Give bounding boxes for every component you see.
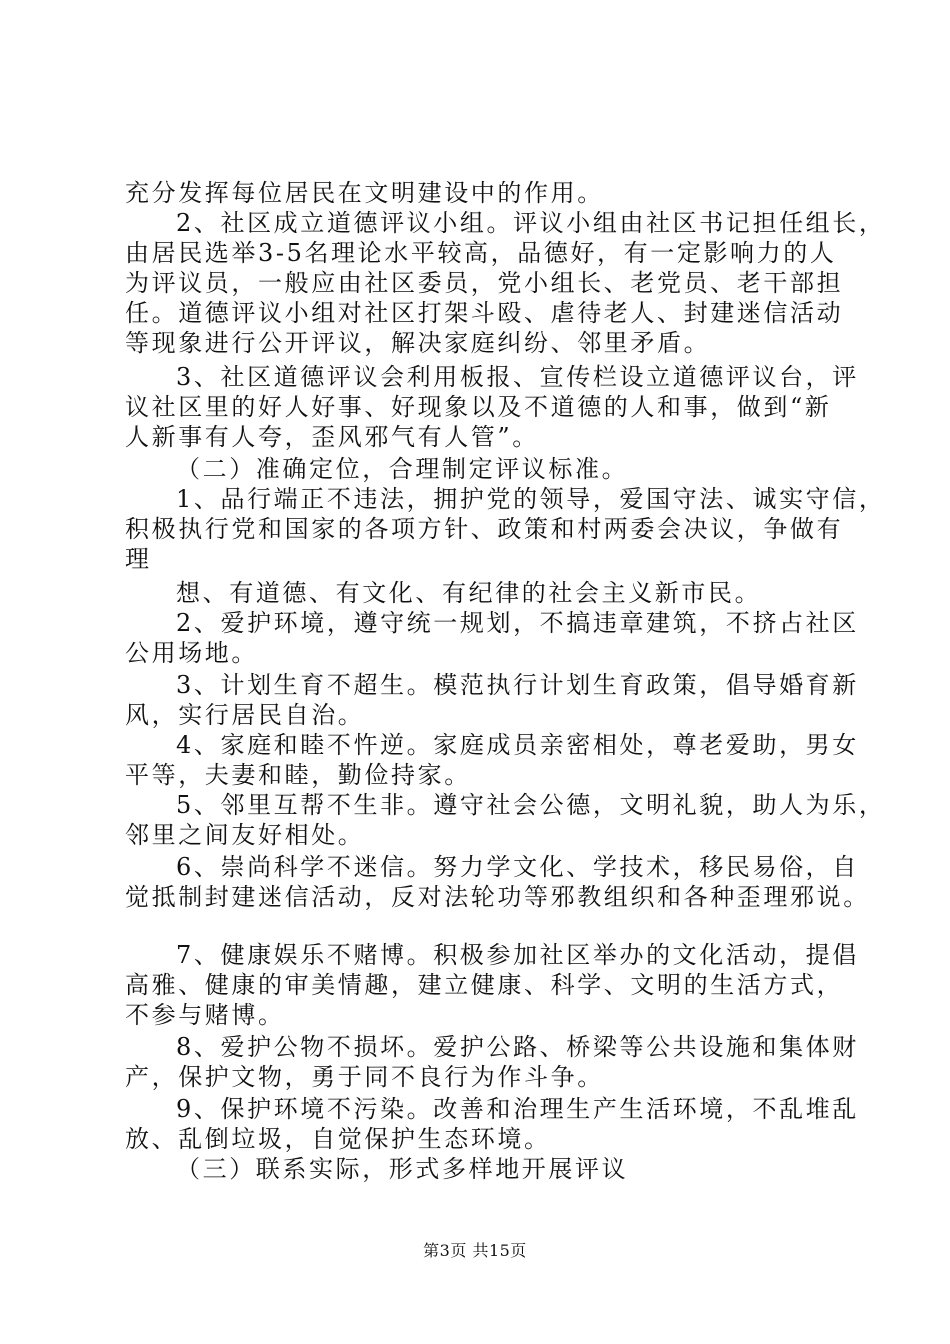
standard-7-line: 不参与赌博。 xyxy=(125,1001,285,1029)
paragraph-2-line: 任。道德评议小组对社区打架斗殴、虐待老人、封建迷信活动 xyxy=(125,299,844,327)
paragraph-2-line: 等现象进行公开评议，解决家庭纠纷、邻里矛盾。 xyxy=(125,329,711,357)
standard-3-line: 3、计划生育不超生。模范执行计划生育政策，倡导婚育新 xyxy=(176,671,859,699)
standard-1-line: 理 xyxy=(125,545,152,573)
body-text-line: 充分发挥每位居民在文明建设中的作用。 xyxy=(125,179,604,207)
paragraph-3-line: 人新事有人夸，歪风邪气有人管”。 xyxy=(125,423,539,451)
standard-1-line: 1、品行端正不违法，拥护党的领导，爱国守法、诚实守信， xyxy=(176,485,886,513)
standard-8-line: 8、爱护公物不损坏。爱护公路、桥梁等公共设施和集体财 xyxy=(176,1033,859,1061)
standard-4-line: 平等，夫妻和睦，勤俭持家。 xyxy=(125,761,471,789)
standard-6-line: 6、崇尚科学不迷信。努力学文化、学技术，移民易俗，自 xyxy=(176,853,859,881)
paragraph-2-line: 2、社区成立道德评议小组。评议小组由社区书记担任组长， xyxy=(176,209,886,237)
standard-1-line: 想、有道德、有文化、有纪律的社会主义新市民。 xyxy=(176,579,762,607)
standard-9-line: 9、保护环境不污染。改善和治理生产生活环境，不乱堆乱 xyxy=(176,1095,859,1123)
standard-1-line: 积极执行党和国家的各项方针、政策和村两委会决议，争做有 xyxy=(125,515,844,543)
standard-7-line: 高雅、健康的审美情趣，建立健康、科学、文明的生活方式， xyxy=(125,971,844,999)
standard-3-line: 风，实行居民自治。 xyxy=(125,701,365,729)
standard-9-line: 放、乱倒垃圾，自觉保护生态环境。 xyxy=(125,1125,551,1153)
paragraph-3-line: 议社区里的好人好事、好现象以及不道德的人和事，做到“新 xyxy=(125,393,832,421)
paragraph-2-line: 由居民选举3-5名理论水平较高，品德好，有一定影响力的人 xyxy=(125,239,837,267)
standard-2-line: 2、爱护环境，遵守统一规划，不搞违章建筑，不挤占社区 xyxy=(176,609,859,637)
section-heading-2: （二）准确定位，合理制定评议标准。 xyxy=(176,455,629,483)
standard-2-line: 公用场地。 xyxy=(125,639,258,667)
section-heading-3: （三）联系实际，形式多样地开展评议 xyxy=(176,1155,629,1183)
standard-5-line: 邻里之间友好相处。 xyxy=(125,821,365,849)
paragraph-3-line: 3、社区道德评议会利用板报、宣传栏设立道德评议台，评 xyxy=(176,363,859,391)
standard-6-line: 觉抵制封建迷信活动，反对法轮功等邪教组织和各种歪理邪说。 xyxy=(125,883,870,911)
standard-4-line: 4、家庭和睦不忤逆。家庭成员亲密相处，尊老爱助，男女 xyxy=(176,731,859,759)
standard-7-line: 7、健康娱乐不赌博。积极参加社区举办的文化活动，提倡 xyxy=(176,941,859,969)
standard-5-line: 5、邻里互帮不生非。遵守社会公德，文明礼貌，助人为乐， xyxy=(176,791,886,819)
paragraph-2-line: 为评议员，一般应由社区委员，党小组长、老党员、老干部担 xyxy=(125,269,844,297)
standard-8-line: 产，保护文物，勇于同不良行为作斗争。 xyxy=(125,1063,604,1091)
page-number: 第3页 共15页 xyxy=(423,1241,527,1260)
